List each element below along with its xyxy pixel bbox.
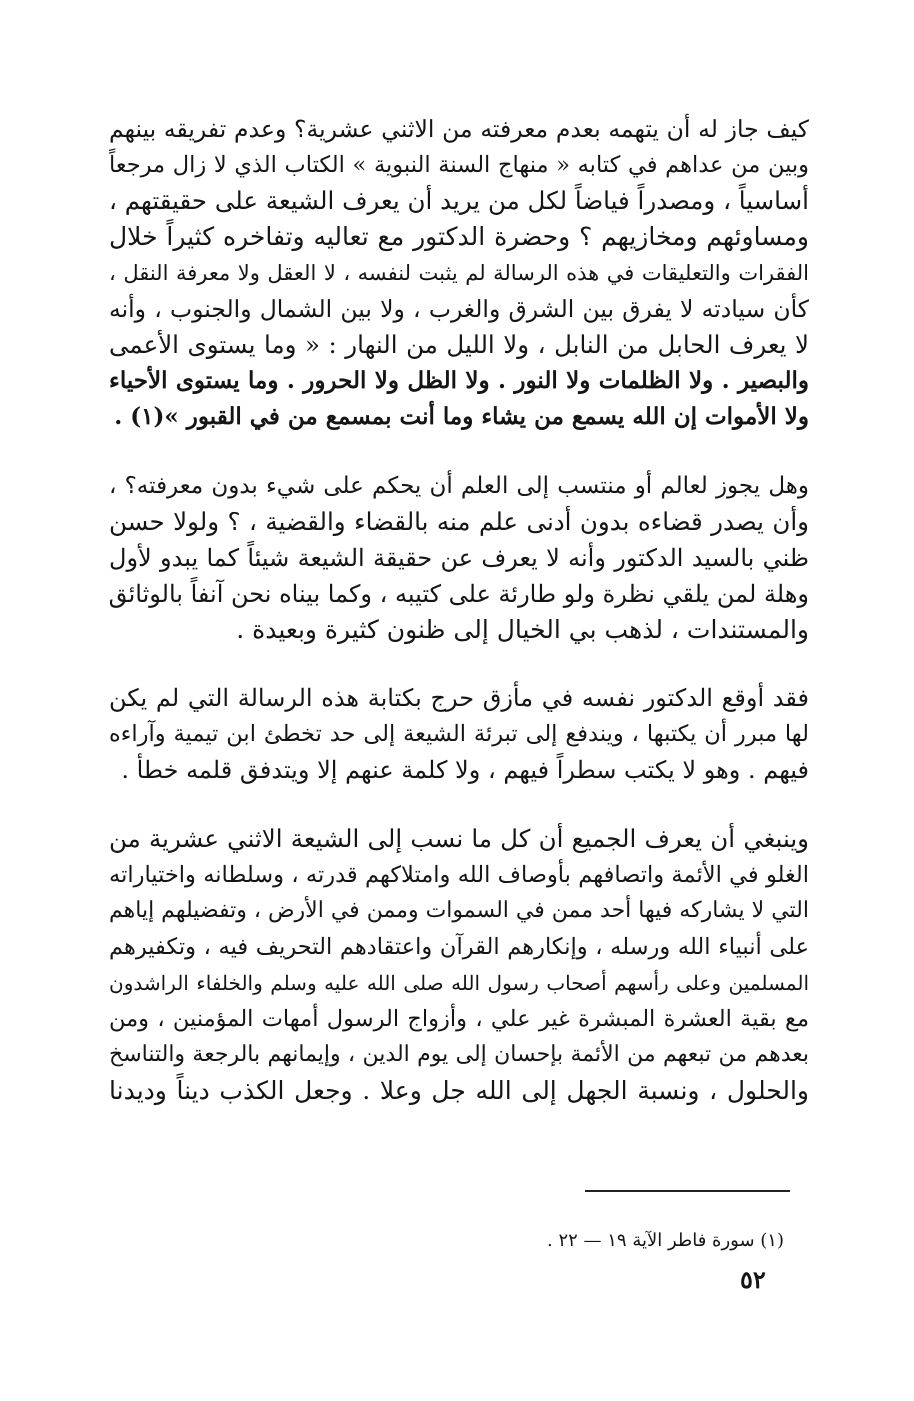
text-line: الغلو في الأئمة واتصافهم بأوصاف الله وامتلاكهم قدرته ، وسلطانه واختياراته (109, 862, 809, 888)
text-line: فقد أوقع الدكتور نفسه في مأزق حرج بكتابة هذه الرسالة التي لم يكن (109, 684, 809, 712)
text-line: على أنبياء الله ورسله ، وإنكارهم القرآن واعتقادهم التحريف فيه ، وتكفيرهم (109, 934, 809, 960)
text-line: مع بقية العشرة المبشرة غير علي ، وأزواج الرسول أمهات المؤمنين ، ومن (109, 1006, 809, 1032)
text-line: الفقرات والتعليقات في هذه الرسالة لم يثبت لنفسه ، لا العقل ولا معرفة النقل ، (109, 261, 809, 285)
text-line: ظني بالسيد الدكتور وأنه لا يعرف عن حقيقة الشيعة شيئاً كما يبدو لأول (109, 544, 809, 572)
text-line: وهلة لمن يلقي نظرة ولو طارئة على كتيبه ، وكما بيناه نحن آنفاً بالوثائق (109, 580, 809, 608)
text-line: والحلول ، ونسبة الجهل إلى الله جل وعلا . وجعل الكذب ديناً وديدنا (109, 1076, 809, 1105)
text-line: أساسياً ، ومصدراً فياضاً لكل من يريد أن يعرف الشيعة على حقيقتهم ، (109, 186, 809, 215)
text-line: كأن سيادته لا يفرق بين الشرق والغرب ، ولا بين الشمال والجنوب ، وأنه (109, 295, 809, 323)
text-line: وهل يجوز لعالم أو منتسب إلى العلم أن يحكم على شيء بدون معرفته؟ ، (109, 473, 809, 499)
text-line: التي لا يشاركه فيها أحد ممن في السموات وممن في الأرض ، وتفضيلهم إياهم (109, 898, 809, 923)
text-line: والمستندات ، لذهب بي الخيال إلى ظنون كثيرة وبعيدة . (236, 615, 809, 644)
text-line: وأن يصدر قضاءه بدون أدنى علم منه بالقضاء والقضية ، ؟ ولولا حسن (109, 507, 809, 536)
text-line: لها مبرر أن يكتبها ، ويندفع إلى تبرئة الشيعة إلى حد تخطئ ابن تيمية وآراءه (109, 721, 809, 747)
page-number: ٥٢ (740, 1265, 766, 1294)
text-line: ومساوئهم ومخازيهم ؟ وحضرة الدكتور مع تعاليه وتفاخره كثيراً خلال (109, 222, 809, 251)
quran-quote-line: والبصير . ولا الظلمات ولا النور . ولا الظل ولا الحرور . وما يستوى الأحياء (109, 367, 809, 394)
footnote: (١) سورة فاطر الآية ١٩ — ٢٢ . (547, 1230, 784, 1251)
text-line: وبين من عداهم في كتابه « منهاج السنة النبوية » الكتاب الذي لا زال مرجعاً (109, 152, 809, 178)
text-line: بعدهم من تبعهم من الأئمة بإحسان إلى يوم الدين ، وإيمانهم بالرجعة والتناسخ (109, 1042, 809, 1067)
text-line: المسلمين وعلى رأسهم أصحاب رسول الله صلى الله عليه وسلم والخلفاء الراشدون (109, 971, 809, 995)
text-line: وينبغي أن يعرف الجميع أن كل ما نسب إلى الشيعة الاثني عشرية من (109, 824, 809, 853)
text-line: كيف جاز له أن يتهمه بعدم معرفته من الاثني عشرية؟ وعدم تفريقه بينهم (109, 115, 809, 143)
footnote-divider (585, 1190, 790, 1192)
text-line: فيهم . وهو لا يكتب سطراً فيهم ، ولا كلمة عنهم إلا ويتدفق قلمه خطأ . (121, 756, 809, 784)
quran-quote-line: ولا الأموات إن الله يسمع من يشاء وما أنت بمسمع من في القبور »(١) . (114, 403, 809, 430)
text-line: لا يعرف الحابل من النابل ، ولا الليل من النهار : « وما يستوى الأعمى (109, 330, 809, 359)
